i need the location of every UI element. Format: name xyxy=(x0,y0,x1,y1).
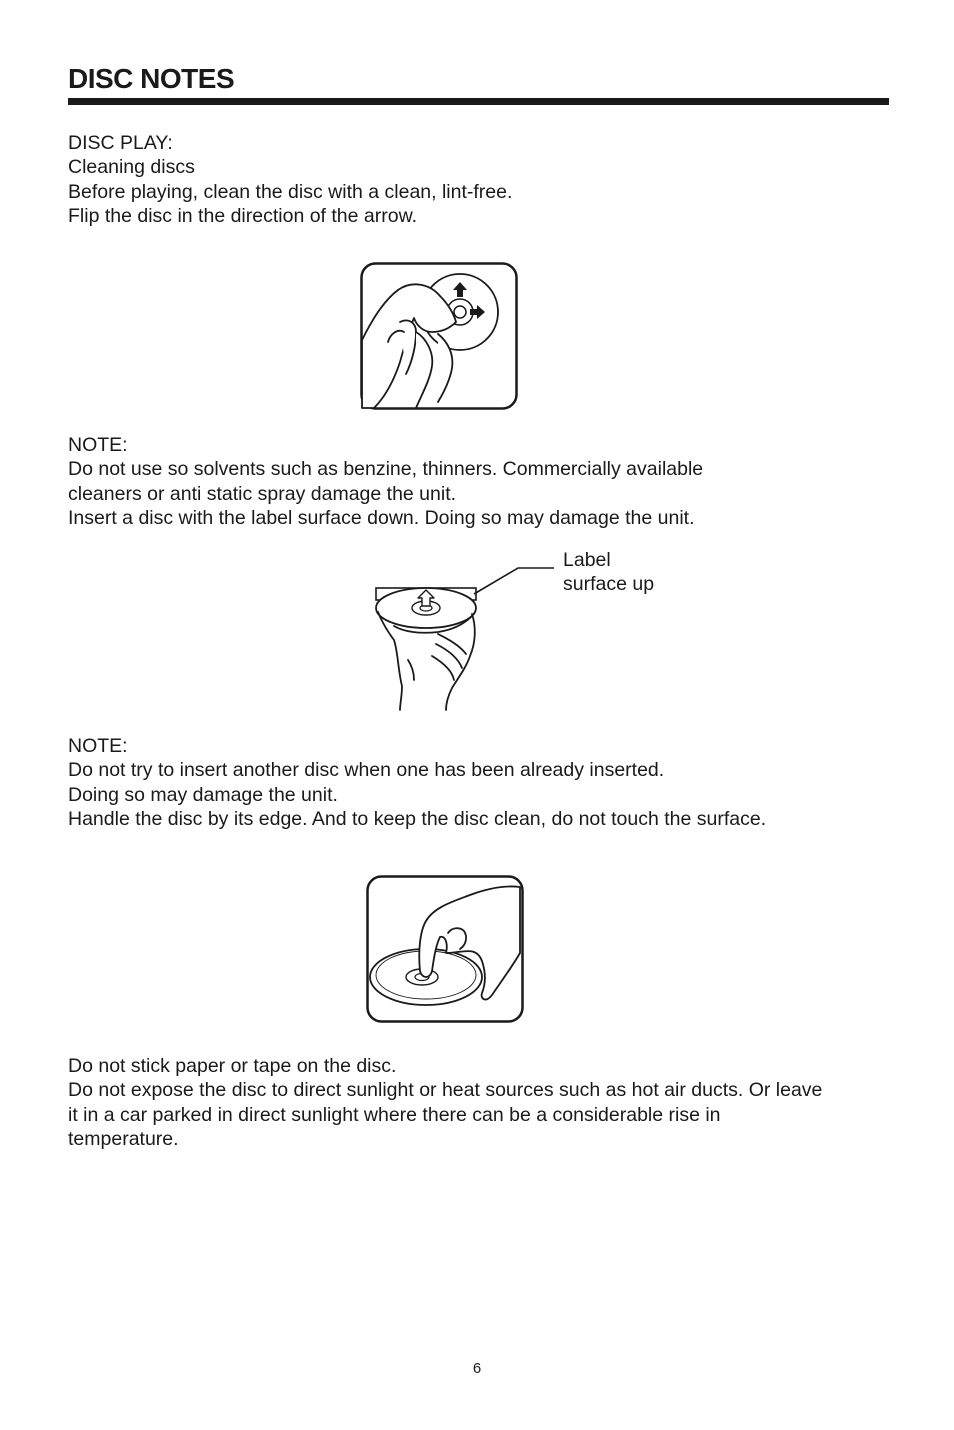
disc-play-heading: DISC PLAY: xyxy=(68,132,173,154)
note-line: cleaners or anti static spray damage the unit. xyxy=(68,482,457,505)
note-line: Handle the disc by its edge. And to keep the disc clean, do not touch the surface. xyxy=(68,807,767,830)
callout-line: Label xyxy=(563,549,611,571)
closing-section xyxy=(68,1054,822,1151)
note-line: Doing so may damage the unit. xyxy=(68,783,338,806)
title-rule xyxy=(68,98,889,105)
closing-line: temperature. xyxy=(68,1127,179,1150)
note-line: Do not try to insert another disc when one has been already inserted. xyxy=(68,759,665,782)
disc-play-line: Flip the disc in the direction of the arrow. xyxy=(68,204,418,227)
closing-line: it in a car parked in direct sunlight where there can be a considerable rise in xyxy=(68,1103,721,1126)
disc-play-line: Before playing, clean the disc with a clean, lint-free. xyxy=(68,180,513,203)
callout-line: surface up xyxy=(563,573,655,596)
callout-leader-line xyxy=(474,568,554,594)
disc-play-section xyxy=(68,131,512,228)
label-surface-callout xyxy=(563,548,654,597)
note-2-section xyxy=(68,734,766,831)
cleaning-disc-illustration xyxy=(360,262,518,410)
insert-disc-illustration xyxy=(368,560,558,712)
closing-line: Do not expose the disc to direct sunlight or heat sources such as hot air ducts. Or leave xyxy=(68,1079,823,1102)
note-line: Insert a disc with the label surface down. Doing so may damage the unit. xyxy=(68,506,695,529)
closing-line: Do not stick paper or tape on the disc. xyxy=(68,1055,397,1077)
note-heading: NOTE: xyxy=(68,735,128,757)
cleaning-discs-subheading: Cleaning discs xyxy=(68,156,195,179)
handle-disc-illustration xyxy=(366,875,524,1023)
page-number: 6 xyxy=(472,1360,482,1377)
note-line: Do not use so solvents such as benzine, thinners. Commercially available xyxy=(68,458,704,481)
note-1-section xyxy=(68,433,703,530)
note-heading: NOTE: xyxy=(68,434,128,456)
page-title: DISC NOTES xyxy=(68,63,235,94)
